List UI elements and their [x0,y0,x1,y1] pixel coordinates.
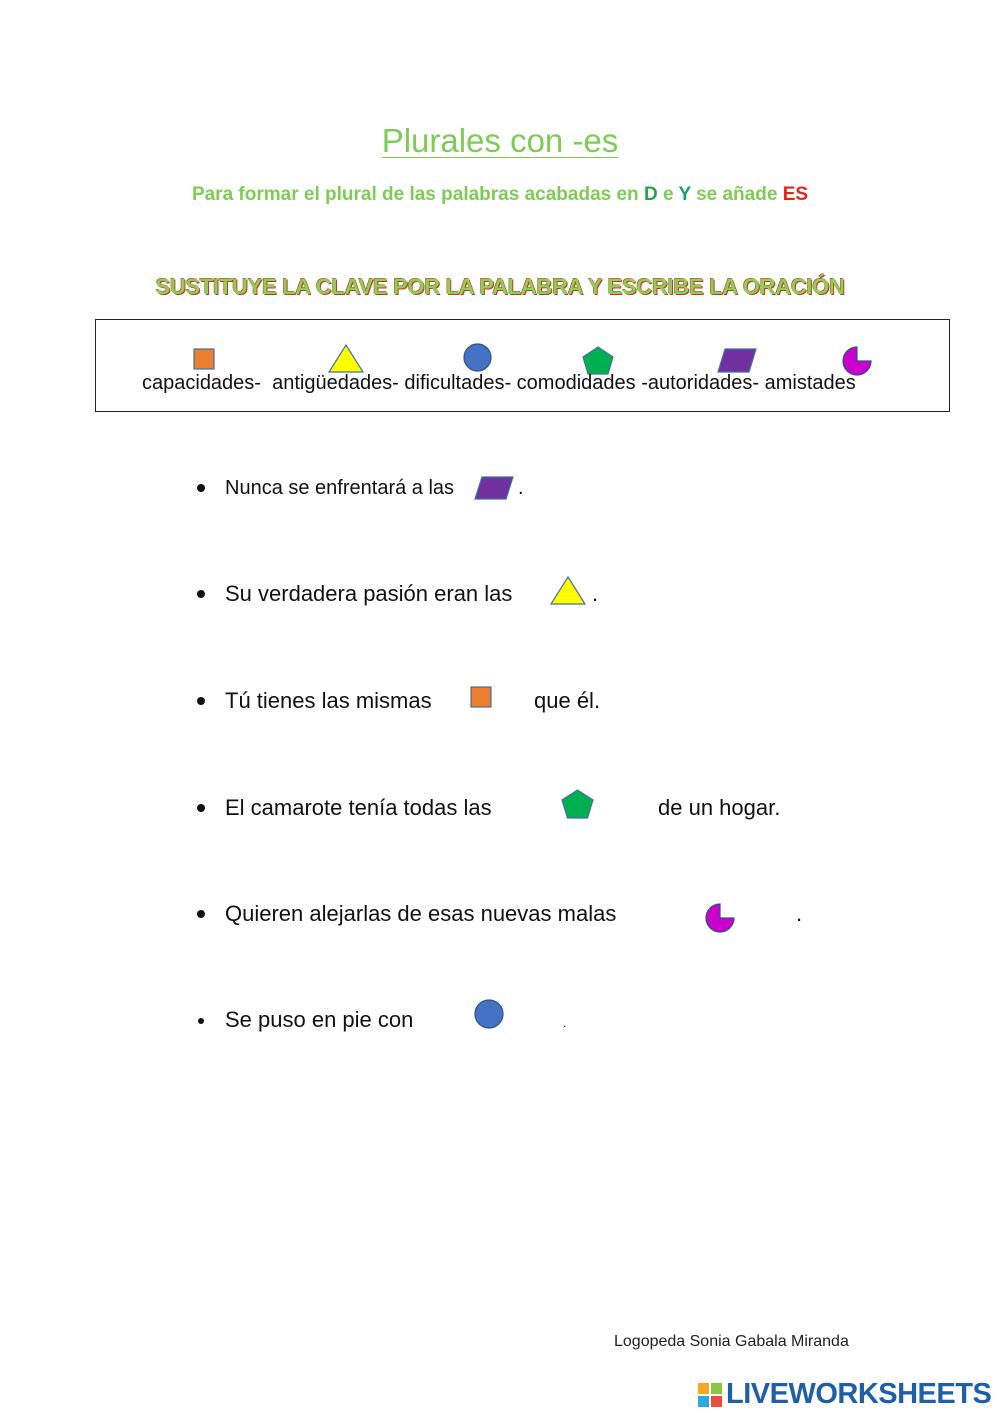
triangle-icon [550,576,586,605]
sentence-2-after: . [592,581,599,606]
sentence-6-after: . [563,1016,567,1030]
sentence-4-before: El camarote tenía todas las [225,795,492,820]
subtitle-letter-y: Y [678,184,691,205]
instruction-heading: SUSTITUYE LA CLAVE POR LA PALABRA Y ESCRIBE LA ORACIÓN [155,274,845,299]
sentence-1-before: Nunca se enfrentará a las [225,477,455,499]
pentagon-icon [561,789,594,819]
key-words: capacidades- antigüedades- dificultades- comodidades -autoridades- amistades [142,372,856,394]
sentence-6-before: Se puso en pie con [225,1007,414,1032]
sentence-3-after: que él. [534,688,601,713]
sentence-2-before: Su verdadera pasión eran las [225,581,513,606]
subtitle [0,184,1000,206]
circle-icon [463,343,492,372]
brand-watermark [726,1378,991,1411]
square-icon [470,686,492,708]
page-title: Plurales con -es [381,122,619,159]
sentence-1-after: . [518,477,524,499]
subtitle-letter-d: D [643,184,658,205]
sentence-5-before: Quieren alejarlas de esas nuevas malas [225,901,617,926]
square-icon [193,348,215,370]
subtitle-suffix-es: ES [782,184,809,205]
subtitle-prefix: Para formar el plural de las palabras acabadas en [191,184,644,205]
bullet [197,484,205,492]
bullet [197,697,205,705]
subtitle-middle: se añade [690,184,783,205]
pie-icon [704,902,738,934]
bullet [197,910,205,918]
sentence-3-before: Tú tienes las mismas [225,688,432,713]
sentence-5-after: . [796,901,803,926]
circle-icon [474,999,504,1029]
author-credit: Logopeda Sonia Gabala Miranda [614,1333,849,1350]
brand-text: LIVEWORKSHEETS [726,1378,992,1410]
subtitle-and: e [657,184,679,205]
triangle-icon [328,344,364,373]
pentagon-icon [582,346,614,375]
bullet [197,590,205,598]
parallelogram-icon [717,348,757,373]
bullet [198,1018,204,1024]
bullet [197,804,205,812]
liveworksheets-logo-icon [698,1383,722,1407]
parallelogram-icon [474,476,514,500]
key-box [95,319,950,412]
sentence-4-after: de un hogar. [658,795,781,820]
